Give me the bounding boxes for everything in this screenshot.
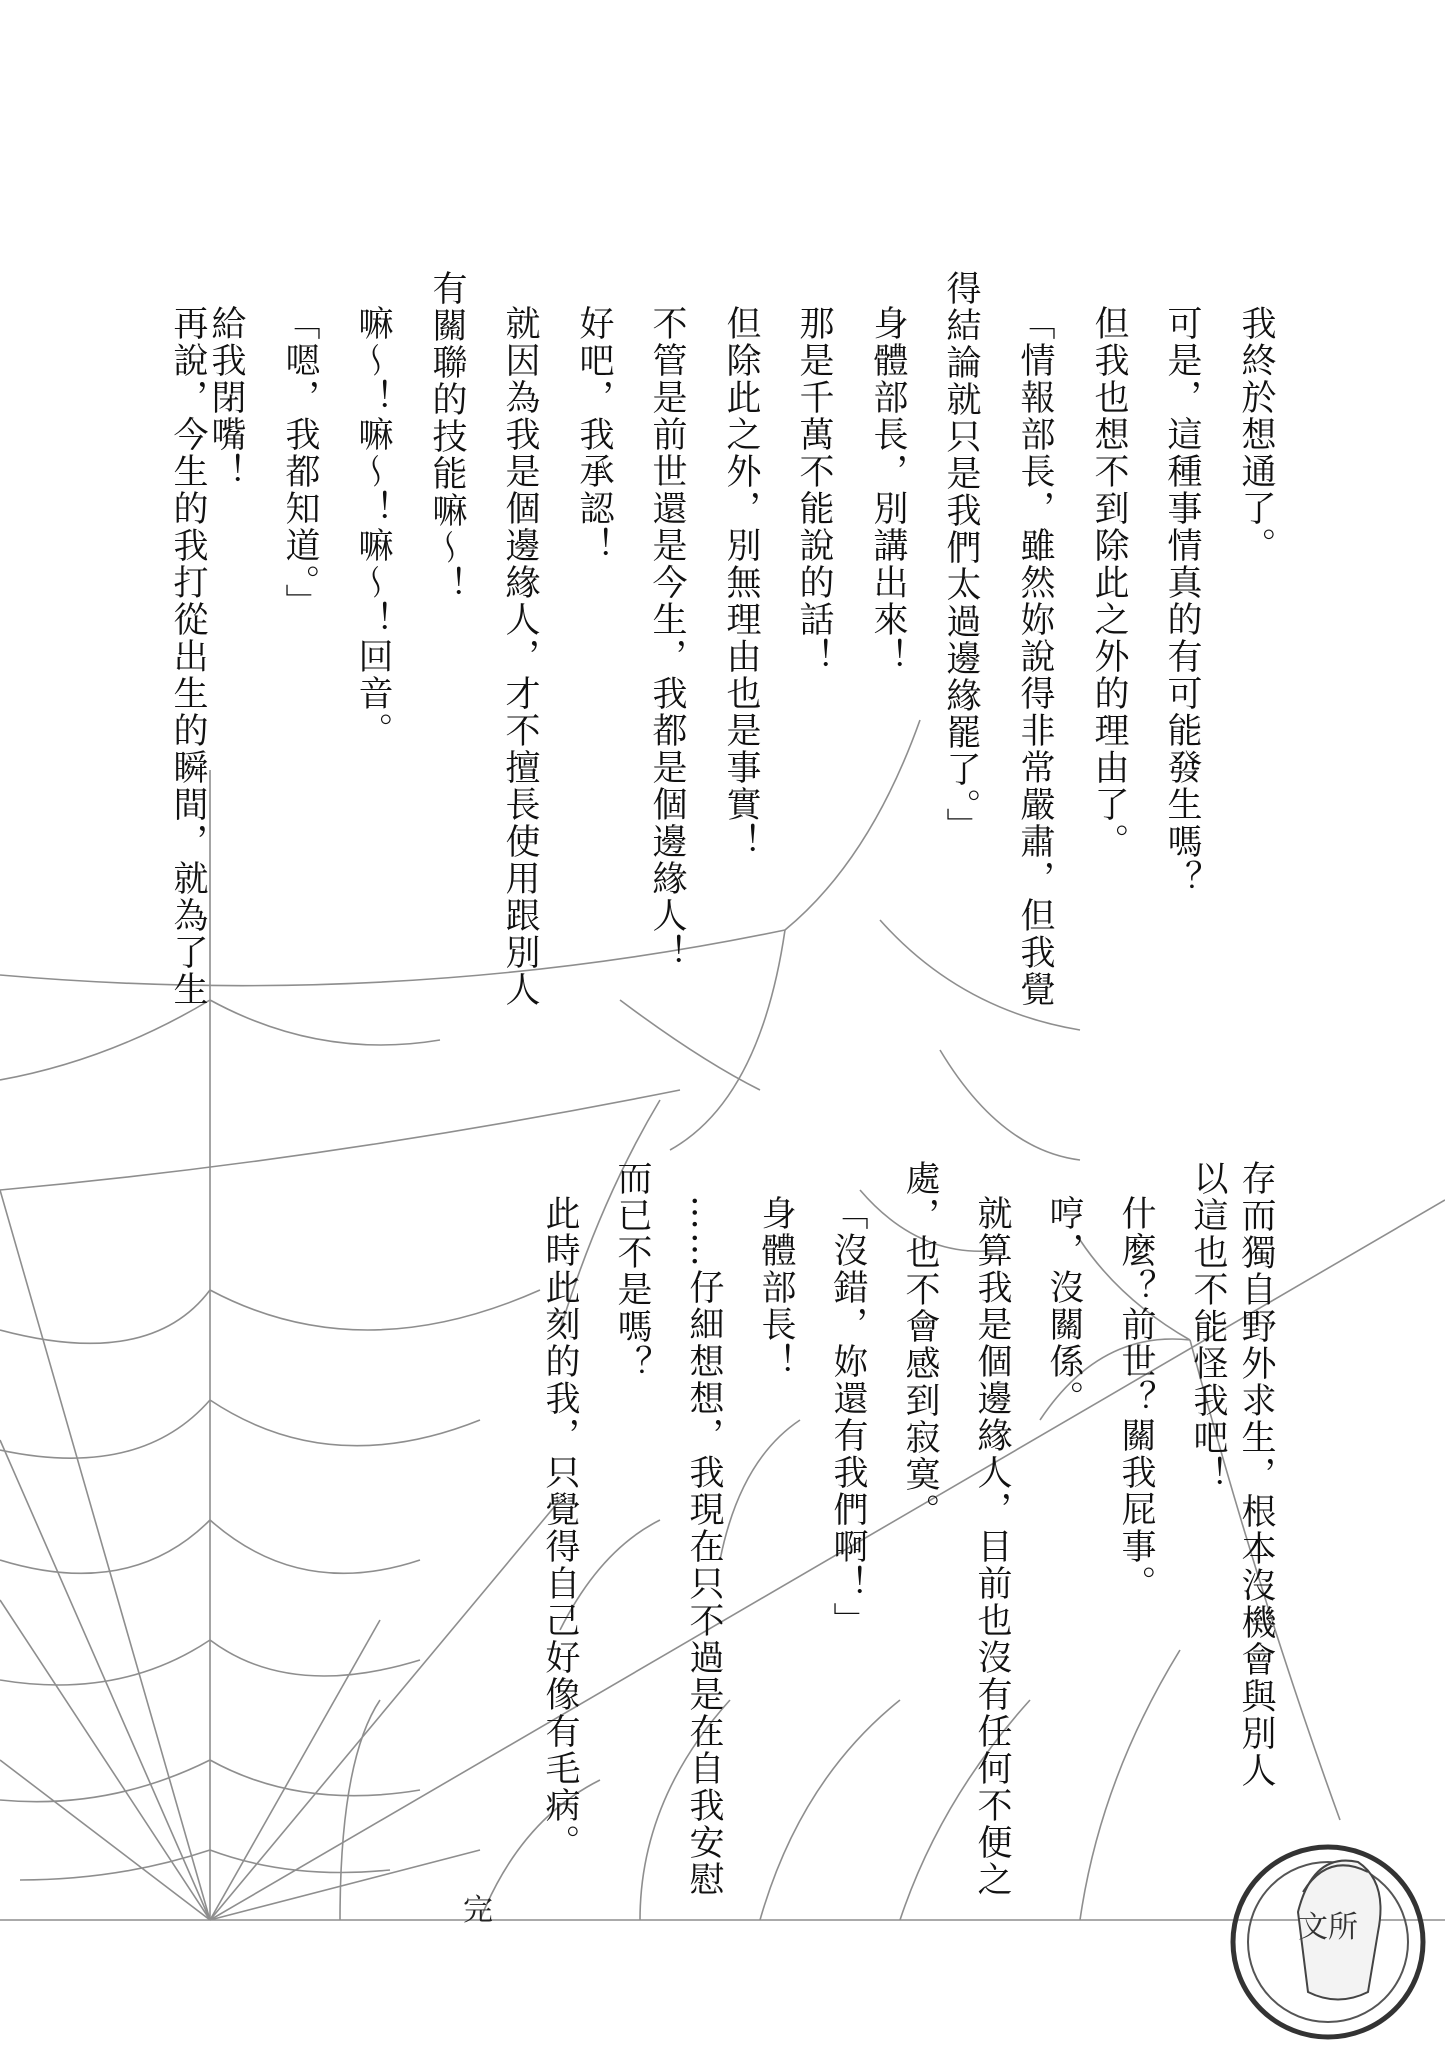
text-line: 嘛～！嘛～！嘛～！回音。: [353, 305, 393, 749]
text-line: 有關聯的技能嘛～！: [427, 270, 467, 603]
text-line: 存而獨自野外求生，根本沒機會與別人: [1236, 1160, 1276, 1789]
text-line: 「沒錯，妳還有我們啊！」: [828, 1195, 868, 1639]
text-line: 但我也想不到除此之外的理由了。: [1089, 305, 1129, 860]
seal-text: 文所: [1298, 1910, 1358, 1945]
text-line: 「嗯，我都知道。」: [280, 305, 320, 621]
text-line: 可是，這種事情真的有可能發生嗎？: [1162, 305, 1202, 897]
text-line: 就因為我是個邊緣人，才不擅長使用跟別人: [500, 305, 540, 1008]
end-mark: 完: [463, 1893, 493, 1928]
text-line: ……仔細想想，我現在只不過是在自我安慰: [684, 1195, 724, 1898]
text-line: 以這也不能怪我吧！: [1188, 1160, 1228, 1493]
text-line: 再說，今生的我打從出生的瞬間，就為了生: [168, 305, 208, 1008]
text-line: 哼，沒關係。: [1044, 1195, 1084, 1417]
text-line: 那是千萬不能說的話！: [794, 305, 834, 675]
text-line: 好吧，我承認！: [574, 305, 614, 564]
text-line: 身體部長！: [756, 1195, 796, 1380]
text-line: 身體部長，別講出來！: [868, 305, 908, 675]
translation-group-seal: [1218, 1792, 1445, 2048]
text-line: 什麼？前世？關我屁事。: [1116, 1195, 1156, 1602]
text-line: 此時此刻的我，只覺得自己好像有毛病。: [540, 1195, 580, 1861]
text-line: 不管是前世還是今生，我都是個邊緣人！: [647, 305, 687, 971]
text-line: 我終於想通了。: [1236, 305, 1276, 564]
text-line: 「情報部長，雖然妳說得非常嚴肅，但我覺: [1015, 305, 1055, 1008]
text-line: 而已不是嗎？: [612, 1160, 652, 1382]
text-line: 就算我是個邊緣人，目前也沒有任何不便之: [972, 1195, 1012, 1898]
text-line: 得結論就只是我們太過邊緣罷了。」: [941, 270, 981, 845]
text-line: 但除此之外，別無理由也是事實！: [721, 305, 761, 860]
text-line: 給我閉嘴！: [206, 305, 246, 490]
text-line: 處，也不會感到寂寞。: [900, 1160, 940, 1530]
